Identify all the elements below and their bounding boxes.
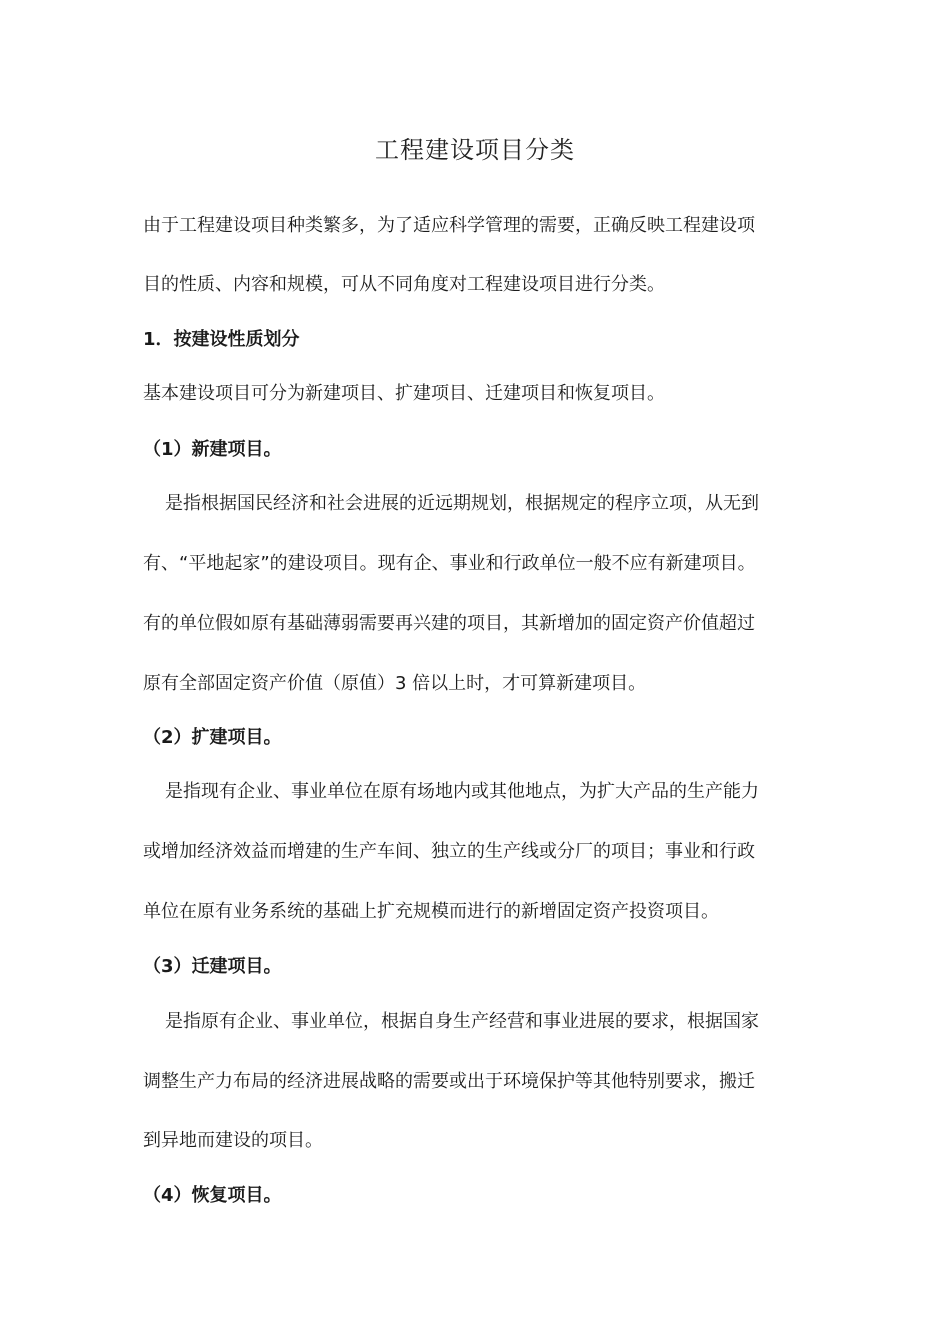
paragraph-line: 有、“平地起家”的建设项目。现有企、事业和行政单位一般不应有新建项目。 [143, 553, 756, 574]
intro-line-1: 由于工程建设项目种类繁多，为了适应科学管理的需要，正确反映工程建设项 [143, 215, 755, 236]
paragraph-line: 调整生产力布局的经济进展战略的需要或出于环境保护等其他特别要求，搬迁 [143, 1071, 755, 1092]
paragraph-line: 是指原有企业、事业单位，根据自身生产经营和事业进展的要求，根据国家 [165, 1011, 759, 1032]
subsection-heading-relocate: （3）迁建项目。 [143, 956, 282, 977]
paragraph-line: 是指根据国民经济和社会进展的近远期规划，根据规定的程序立项，从无到 [165, 493, 759, 514]
paragraph-line: 有的单位假如原有基础薄弱需要再兴建的项目，其新增加的固定资产价值超过 [143, 613, 755, 634]
paragraph-line: 或增加经济效益而增建的生产车间、独立的生产线或分厂的项目；事业和行政 [143, 841, 755, 862]
paragraph-line: 到异地而建设的项目。 [143, 1130, 323, 1151]
section-text: 基本建设项目可分为新建项目、扩建项目、迁建项目和恢复项目。 [143, 383, 665, 404]
paragraph-line: 单位在原有业务系统的基础上扩充规模而进行的新增固定资产投资项目。 [143, 901, 719, 922]
intro-line-2: 目的性质、内容和规模，可从不同角度对工程建设项目进行分类。 [143, 274, 665, 295]
section-heading: 1．按建设性质划分 [143, 329, 300, 350]
document-title: 工程建设项目分类 [375, 136, 575, 164]
paragraph-line: 是指现有企业、事业单位在原有场地内或其他地点，为扩大产品的生产能力 [165, 781, 759, 802]
paragraph-line: 原有全部固定资产价值（原值）3 倍以上时，才可算新建项目。 [143, 673, 647, 694]
subsection-heading-restore: （4）恢复项目。 [143, 1185, 282, 1206]
subsection-heading-expand: （2）扩建项目。 [143, 727, 282, 748]
subsection-heading-new: （1）新建项目。 [143, 439, 282, 460]
